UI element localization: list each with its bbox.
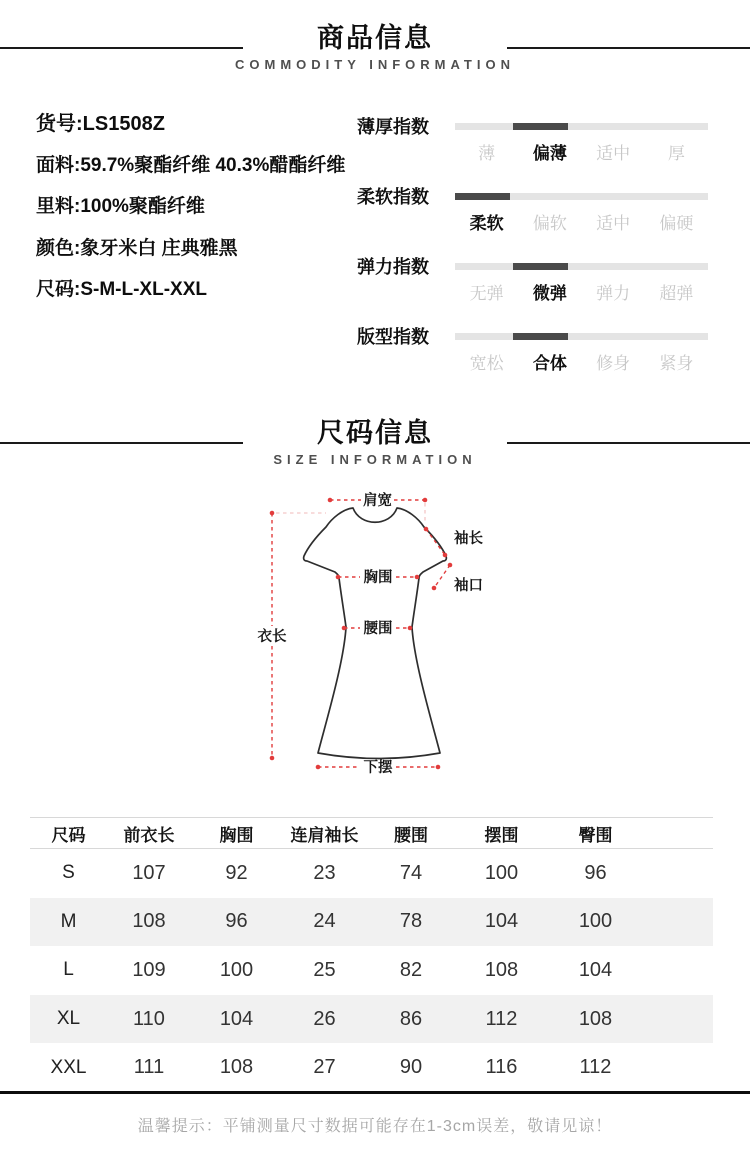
cell: 108 xyxy=(578,1007,613,1030)
waist-label: 腰围 xyxy=(363,621,393,637)
cell: 27 xyxy=(313,1056,336,1079)
product-lining: 里料:100%聚酯纤维 xyxy=(36,196,205,217)
cell-size: S xyxy=(62,862,75,884)
cuff-line xyxy=(434,565,450,588)
cell: 23 xyxy=(313,861,336,884)
cell: 100 xyxy=(484,861,519,884)
table-row xyxy=(30,849,713,898)
cell: 90 xyxy=(399,1056,423,1079)
section-subtitle-size: SIZE INFORMATION xyxy=(273,452,477,467)
cell: 100 xyxy=(219,958,254,981)
index-options xyxy=(455,349,708,374)
index-bar-track xyxy=(455,193,708,200)
size-table xyxy=(30,817,713,1092)
index-group-softness xyxy=(0,182,750,244)
cell: 104 xyxy=(578,958,613,981)
index-bar-fill xyxy=(513,123,568,130)
col-header: 连肩袖长 xyxy=(290,825,359,845)
measure-dot xyxy=(328,498,333,503)
cell: 108 xyxy=(132,910,166,933)
index-group-fit xyxy=(0,322,750,384)
index-label: 版型指数 xyxy=(357,327,429,347)
table-row xyxy=(30,1043,713,1092)
col-header: 腰围 xyxy=(394,825,428,845)
cell: 107 xyxy=(132,861,166,884)
cell: 104 xyxy=(484,910,519,933)
cell: 82 xyxy=(399,958,423,981)
cell: 100 xyxy=(578,910,613,933)
cell: 26 xyxy=(313,1007,336,1030)
product-fabric: 面料:59.7%聚酯纤维 40.3%醋酯纤维 xyxy=(36,154,346,176)
dress-measurement-diagram xyxy=(230,482,520,787)
cell-size: XXL xyxy=(50,1056,87,1078)
index-options xyxy=(455,209,708,234)
cell: 112 xyxy=(485,1007,518,1030)
bottom-divider xyxy=(0,1091,750,1094)
cell: 25 xyxy=(313,958,336,981)
index-option: 厚 xyxy=(667,144,685,163)
col-header: 臀围 xyxy=(578,825,613,845)
measure-dot xyxy=(423,498,428,503)
index-bar-track xyxy=(455,123,708,130)
measure-dot xyxy=(270,511,275,516)
cell: 109 xyxy=(132,958,166,981)
cell-size: L xyxy=(63,959,74,981)
index-bar-fill xyxy=(455,193,510,200)
cell: 108 xyxy=(219,1056,254,1079)
index-bar-fill xyxy=(513,263,568,270)
product-color: 颜色:象牙米白 庄典雅黑 xyxy=(36,237,238,259)
index-option: 无弹 xyxy=(469,284,504,303)
size-table-header xyxy=(30,817,713,849)
col-header: 胸围 xyxy=(219,825,254,845)
cell: 116 xyxy=(485,1056,518,1079)
table-row xyxy=(30,946,713,995)
index-bar-track xyxy=(455,333,708,340)
index-option: 合体 xyxy=(532,354,567,373)
cell-size: XL xyxy=(56,1008,81,1030)
cell: 108 xyxy=(484,958,519,981)
index-option: 偏薄 xyxy=(532,144,567,163)
index-bar-track xyxy=(455,263,708,270)
index-options xyxy=(455,139,708,164)
index-option: 适中 xyxy=(596,214,631,233)
cell: 96 xyxy=(225,910,248,933)
measure-dot xyxy=(432,586,437,591)
cell: 92 xyxy=(225,861,248,884)
table-row xyxy=(30,898,713,947)
measure-dot xyxy=(424,527,429,532)
hem-label: 下摆 xyxy=(363,760,393,776)
product-item-number: 货号:LS1508Z xyxy=(36,113,165,135)
cell: 74 xyxy=(399,861,423,884)
index-label: 弹力指数 xyxy=(357,257,429,277)
measure-dot xyxy=(415,575,420,580)
cell: 112 xyxy=(579,1056,612,1079)
cell: 96 xyxy=(584,861,607,884)
shoulder-width-label: 肩宽 xyxy=(363,493,392,509)
measure-dot xyxy=(342,626,347,631)
index-option: 弹力 xyxy=(596,284,631,303)
measurement-disclaimer: 温馨提示：平铺测量尺寸数据可能存在1-3cm误差，敬请见谅！ xyxy=(137,1118,613,1135)
index-option: 微弹 xyxy=(532,284,567,303)
index-option: 偏硬 xyxy=(659,214,694,233)
measure-dot xyxy=(270,756,275,761)
cell: 104 xyxy=(219,1007,254,1030)
cell: 24 xyxy=(313,910,336,933)
measure-dot xyxy=(436,765,441,770)
cuff-label: 袖口 xyxy=(454,578,483,594)
measure-dot xyxy=(448,563,453,568)
index-option: 薄 xyxy=(478,144,496,163)
index-label: 薄厚指数 xyxy=(357,117,429,137)
section-subtitle-product: COMMODITY INFORMATION xyxy=(234,57,515,72)
index-option: 修身 xyxy=(596,354,631,373)
cell-size: M xyxy=(60,910,77,932)
cell: 86 xyxy=(399,1007,423,1030)
col-header: 尺码 xyxy=(51,825,86,845)
table-row xyxy=(30,995,713,1044)
index-option: 超弹 xyxy=(659,284,694,303)
section-title-product: 商品信息 xyxy=(317,23,433,53)
index-options xyxy=(455,279,708,304)
index-option: 适中 xyxy=(596,144,631,163)
cell: 111 xyxy=(133,1056,165,1079)
measure-dot xyxy=(408,626,413,631)
index-bar-fill xyxy=(513,333,568,340)
measure-dot xyxy=(336,575,341,580)
length-label: 衣长 xyxy=(257,629,287,645)
measure-dot xyxy=(443,553,448,558)
measure-dot xyxy=(316,765,321,770)
index-group-thickness xyxy=(0,112,750,174)
index-option: 紧身 xyxy=(659,354,694,373)
col-header: 前衣长 xyxy=(123,825,175,845)
cell: 78 xyxy=(399,910,423,933)
index-option: 宽松 xyxy=(469,354,504,373)
section-title-size: 尺码信息 xyxy=(317,418,433,448)
index-option: 偏软 xyxy=(532,214,567,233)
col-header: 摆围 xyxy=(484,825,519,845)
bust-label: 胸围 xyxy=(363,570,393,586)
product-sizes: 尺码:S-M-L-XL-XXL xyxy=(36,279,207,300)
index-label: 柔软指数 xyxy=(357,187,429,207)
index-group-elasticity xyxy=(0,252,750,314)
sleeve-length-label: 袖长 xyxy=(454,531,483,547)
cell: 110 xyxy=(133,1007,165,1030)
index-option: 柔软 xyxy=(469,214,504,233)
